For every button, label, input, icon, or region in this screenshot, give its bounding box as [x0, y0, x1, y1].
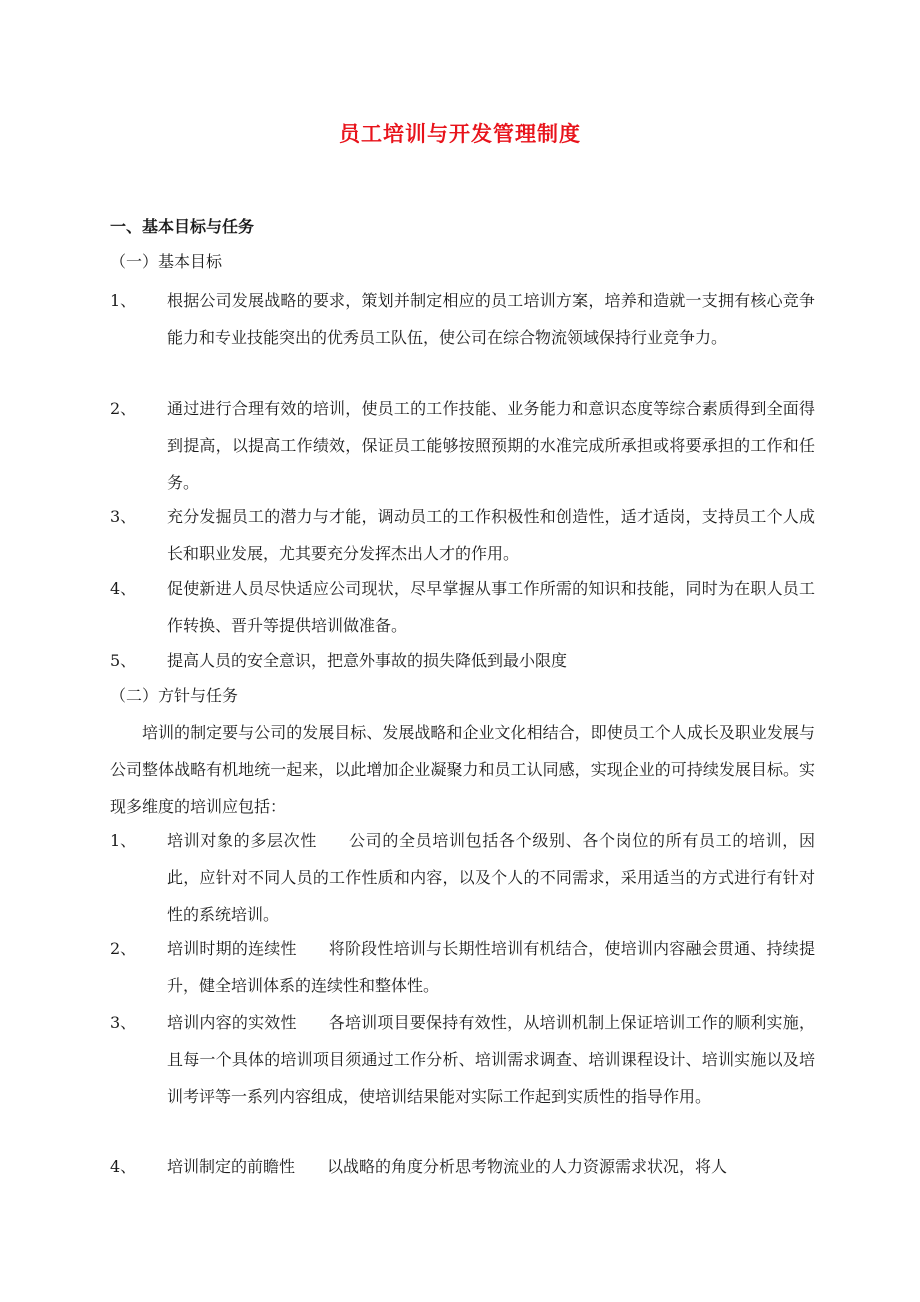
list-number: 2、 [110, 939, 137, 958]
list-item [110, 930, 815, 1004]
list-text: 提高人员的安全意识，把意外事故的损失降低到最小限度 [167, 651, 568, 670]
list-item [110, 570, 815, 644]
list-item [110, 1004, 815, 1115]
intro-paragraph: 培训的制定要与公司的发展目标、发展战略和企业文化相结合，即使员工个人成长及职业发展与公司整体战略有机地统一起来，以此增加企业凝聚力和员工认同感，实现企业的可持续发展目标。实现多维度的培训应包括： [110, 723, 815, 816]
list-text [167, 1004, 815, 1115]
item-term: 培训内容的实效性 [167, 1013, 297, 1032]
item-description: 公司的全员培训包括各个级别、各个岗位的所有员工的培训，因此，应针对不同人员的工作性质和内容，以及个人的不同需求，采用适当的方式进行有针对性的系统培训。 [167, 831, 815, 924]
list-number: 5、 [110, 651, 137, 670]
item-term: 培训时期的连续性 [167, 939, 297, 958]
item-description: 各培训项目要保持有效性，从培训机制上保证培训工作的顺利实施，且每一个具体的培训项目须通过工作分析、培训需求调查、培训课程设计、培训实施以及培训考评等一系列内容组成，使培训结果能对实际工作起到实质性的指导作用。 [167, 1013, 815, 1106]
item-description: 将阶段性培训与长期性培训有机结合，使培训内容融会贯通、持续提升，健全培训体系的连续性和整体性。 [167, 939, 815, 995]
item-term: 培训对象的多层次性 [167, 831, 317, 850]
list-item [110, 282, 815, 356]
document-title: 员工培训与开发管理制度 [339, 122, 581, 146]
list-text [167, 1148, 815, 1185]
subsection-heading-basic-goals: （一）基本目标 [110, 252, 223, 271]
item-term: 培训制定的前瞻性 [167, 1157, 296, 1176]
list-text: 促使新进人员尽快适应公司现状，尽早掌握从事工作所需的知识和技能，同时为在职人员工作转换、晋升等提供培训做准备。 [167, 579, 815, 635]
list-item [110, 642, 815, 679]
list-text: 根据公司发展战略的要求，策划并制定相应的员工培训方案，培养和造就一支拥有核心竞争能力和专业技能突出的优秀员工队伍，使公司在综合物流领域保持行业竞争力。 [167, 291, 815, 347]
list-text [167, 930, 815, 1004]
list-text: 充分发掘员工的潜力与才能，调动员工的工作积极性和创造性，适才适岗，支持员工个人成长和职业发展，尤其要充分发挥杰出人才的作用。 [167, 507, 815, 563]
item-description: 以战略的角度分析思考物流业的人力资源需求状况，将人 [327, 1157, 728, 1176]
list-number: 1、 [110, 831, 137, 850]
list-item [110, 498, 815, 572]
list-number: 4、 [110, 1157, 137, 1176]
list-text [167, 822, 815, 933]
list-item [110, 390, 815, 501]
subsection-heading-policy-tasks: （二）方针与任务 [110, 686, 239, 705]
list-number: 1、 [110, 291, 137, 310]
list-number: 3、 [110, 1013, 137, 1032]
list-number: 3、 [110, 507, 137, 526]
list-text: 通过进行合理有效的培训，使员工的工作技能、业务能力和意识态度等综合素质得到全面得到提高，以提高工作绩效，保证员工能够按照预期的水准完成所承担或将要承担的工作和任务。 [167, 399, 815, 492]
list-item [110, 1148, 815, 1185]
list-number: 2、 [110, 399, 137, 418]
section-heading: 一、基本目标与任务 [110, 217, 255, 236]
list-number: 4、 [110, 579, 137, 598]
list-item [110, 822, 815, 933]
